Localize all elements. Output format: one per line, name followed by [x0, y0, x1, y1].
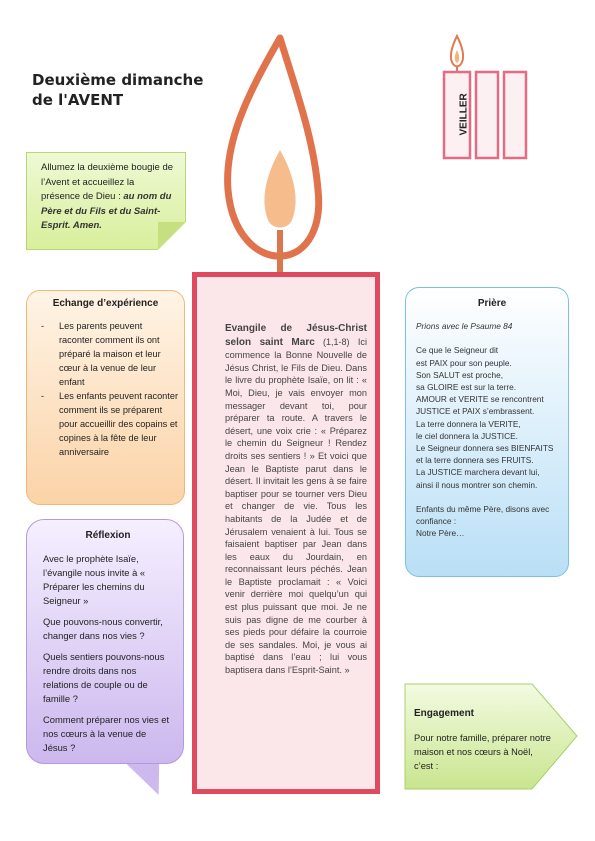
reflexion-box: [26, 519, 184, 764]
psalm-line: Ce que le Seigneur dit: [416, 345, 499, 356]
psalm-line: Le Seigneur donnera ses BIENFAITS: [416, 443, 554, 454]
priere-box: [405, 287, 569, 577]
page-title: [32, 70, 203, 110]
reflexion-paragraph: Avec le prophète Isaïe, l’évangile nous invite à « Préparer les chemins du Seigneur »: [43, 553, 146, 606]
advent-candles-illustration: [437, 28, 537, 168]
psalm-line: est PAIX pour son peuple.: [416, 357, 512, 368]
engagement-title: Engagement: [414, 708, 475, 719]
evangile-reference: (1,1-8): [323, 336, 350, 347]
closing-line: Enfants du même Père, disons avec: [416, 503, 550, 514]
echange-box: [26, 290, 185, 505]
title-line-1: Deuxième dimanche: [32, 71, 204, 89]
echange-title: Echange d’expérience: [52, 298, 159, 309]
reflexion-paragraph: Comment préparer nos vies et nos cœurs à la venue de Jésus ?: [43, 714, 170, 753]
psalm-line: le ciel donnera la JUSTICE.: [416, 430, 518, 441]
evangile-text: [225, 322, 367, 677]
note-fold: [158, 222, 186, 250]
psalm-line: Son SALUT est proche,: [416, 369, 504, 380]
intro-note-emphasis: au nom du Père et du Fils et du Saint-Esprit. Amen.: [41, 191, 172, 231]
engagement-box: [404, 683, 579, 790]
psalm-line: La terre donnera la VERITE,: [416, 418, 521, 429]
intro-note: [26, 152, 186, 250]
psalm-line: sa GLOIRE est sur la terre.: [416, 382, 517, 393]
engagement-text: Pour notre famille, préparer notre maison et nos cœurs à Noël, c’est :: [414, 733, 551, 771]
list-item: - Les parents peuvent raconter comment ils ont préparé la maison et leur cœur à la venue de leur enfant: [41, 321, 161, 387]
veiller-label: VEILLER: [458, 93, 470, 136]
psalm-line: JUSTICE et PAIX s’embrassent.: [416, 406, 535, 417]
priere-subtitle: Prions avec le Psaume 84: [416, 321, 513, 332]
echange-list: [27, 319, 184, 459]
reflexion-paragraph: Quels sentiers pouvons-nous rendre droits dans nos relations de couple ou de famille ?: [43, 651, 165, 704]
evangile-heading: Evangile de Jésus-Christ selon saint Marc: [225, 323, 367, 348]
priere-title: Prière: [477, 298, 507, 309]
reflexion-paragraph: Que pouvons-nous convertir, changer dans nos vies ?: [43, 616, 163, 641]
reflexion-title: Réflexion: [85, 530, 131, 541]
closing-line: confiance :: [416, 516, 457, 527]
title-line-2: de l'AVENT: [32, 91, 124, 109]
closing-line: Notre Père…: [416, 528, 465, 539]
evangile-body: Ici commence la Bonne Nouvelle de Jésus Christ, le Fils de Dieu. Dans le livre du prophète Isaïe, on lit : « Moi, Dieu, je vais envoyer mon messager devant toi, pour préparer ta route. A travers le désert, une voix crie : « Préparez le chemin du Seigneur ! Rendez droits ses sentiers ! » Et voici que Jean le Baptiste parut dans le désert. Il invitait les gens à se faire baptiser pour se tourner vers Dieu et changer de vie. Tous les habitants de la Judée et de Jérusalem venaient à lui. Tous se faisaient baptiser par Jean dans les eaux du Jourdain, en reconnaissant leurs péchés. Jean le Baptiste proclamait : « Voici venir derrière moi quelqu’un qui est plus puissant que moi. Je ne suis pas digne de me courber à ses pieds pour défaire la courroie de ses sandales. Moi, je vous ai baptisé dans l’eau ; lui vous baptisera dans l’Esprit-Saint. »: [225, 336, 367, 676]
engagement-content: [414, 707, 554, 773]
list-item: - Les enfants peuvent raconter comment ils se préparent pour accueillir des copains et copines à la fête de leur anniversaire: [41, 391, 179, 457]
psalm-line: et la terre donnera ses FRUITS.: [416, 455, 534, 466]
psalm-line: ainsi il nous montrer son chemin.: [416, 479, 538, 490]
psalm-line: La JUSTICE marchera devant lui,: [416, 467, 540, 478]
candle-flame-icon: [210, 30, 330, 280]
intro-note-text: Allumez la deuxième bougie de l’Avent et accueillez la présence de Dieu :: [41, 162, 174, 202]
psalm-line: AMOUR et VERITE se rencontrent: [416, 394, 544, 405]
